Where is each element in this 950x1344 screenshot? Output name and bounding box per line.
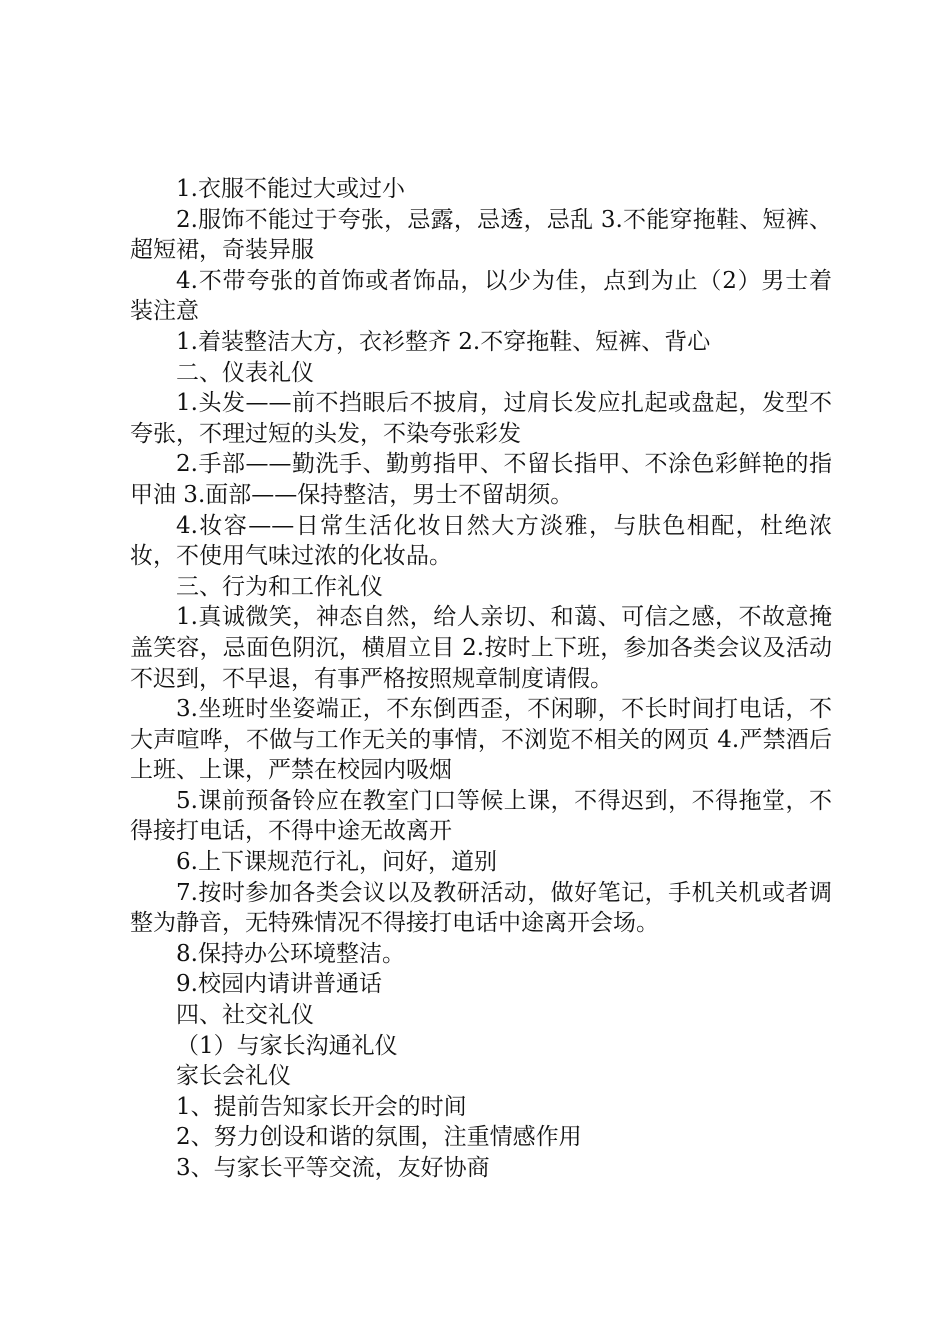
paragraph-smile: 1.真诚微笑，神态自然，给人亲切、和蔼、可信之感，不故意掩盖笑容，忌面色阴沉，横眉立目 2.按时上下班，参加各类会议及活动不迟到，不早退，有事严格按照规章制度请假。	[130, 604, 832, 692]
list-item-2: 2、努力创设和谐的氛围，注重情感作用	[176, 1124, 582, 1151]
paragraph-hair: 1.头发——前不挡眼后不披肩，过肩长发应扎起或盘起，发型不夸张，不理过短的头发，不染夸张彩发	[130, 390, 832, 447]
list-item-1: 1、提前告知家长开会的时间	[176, 1093, 467, 1120]
subheading-parent-meeting: 家长会礼仪	[176, 1063, 291, 1090]
paragraph-office: 8.保持办公环境整洁。	[176, 940, 405, 967]
list-item-3: 3、与家长平等交流，友好协商	[176, 1155, 490, 1181]
paragraph-meetings: 7.按时参加各类会议以及教研活动，做好笔记，手机关机或者调整为静音，无特殊情况不得接打电话中途离开会场。	[130, 879, 832, 937]
subsection-heading-parents: （1）与家长沟通礼仪	[176, 1032, 398, 1059]
section-heading-2: 二、仪表礼仪	[176, 359, 314, 386]
paragraph-2: 2.服饰不能过于夸张，忌露，忌透，忌乱 3.不能穿拖鞋、短裤、超短裙，奇装异服	[130, 206, 832, 264]
paragraph-4: 1.着装整洁大方，衣衫整齐 2.不穿拖鞋、短裤、背心	[176, 328, 711, 355]
paragraph-3: 4.不带夸张的首饰或者饰品，以少为佳，点到为止（2）男士着装注意	[130, 267, 832, 325]
paragraph-posture: 3.坐班时坐姿端正，不东倒西歪，不闲聊，不长时间打电话，不大声喧哗，不做与工作无关的事情，不浏览不相关的网页 4.严禁酒后上班、上课，严禁在校园内吸烟	[130, 696, 832, 784]
section-heading-3: 三、行为和工作礼仪	[176, 573, 383, 600]
paragraph-class-bell: 5.课前预备铃应在教室门口等候上课，不得迟到，不得拖堂，不得接打电话，不得中途无故离开	[130, 787, 832, 845]
paragraph-1: 1.衣服不能过大或过小	[176, 176, 405, 202]
paragraph-mandarin: 9.校园内请讲普通话	[176, 971, 382, 998]
document-body	[130, 174, 832, 1184]
paragraph-makeup: 4.妆容——日常生活化妆日然大方淡雅，与肤色相配，杜绝浓妆，不使用气味过浓的化妆品。	[130, 512, 832, 570]
paragraph-hands: 2.手部——勤洗手、勤剪指甲、不留长指甲、不涂色彩鲜艳的指甲油 3.面部——保持整洁，男士不留胡须。	[130, 451, 832, 508]
section-heading-4: 四、社交礼仪	[176, 1002, 314, 1029]
paragraph-greeting: 6.上下课规范行礼，问好，道别	[176, 849, 497, 876]
